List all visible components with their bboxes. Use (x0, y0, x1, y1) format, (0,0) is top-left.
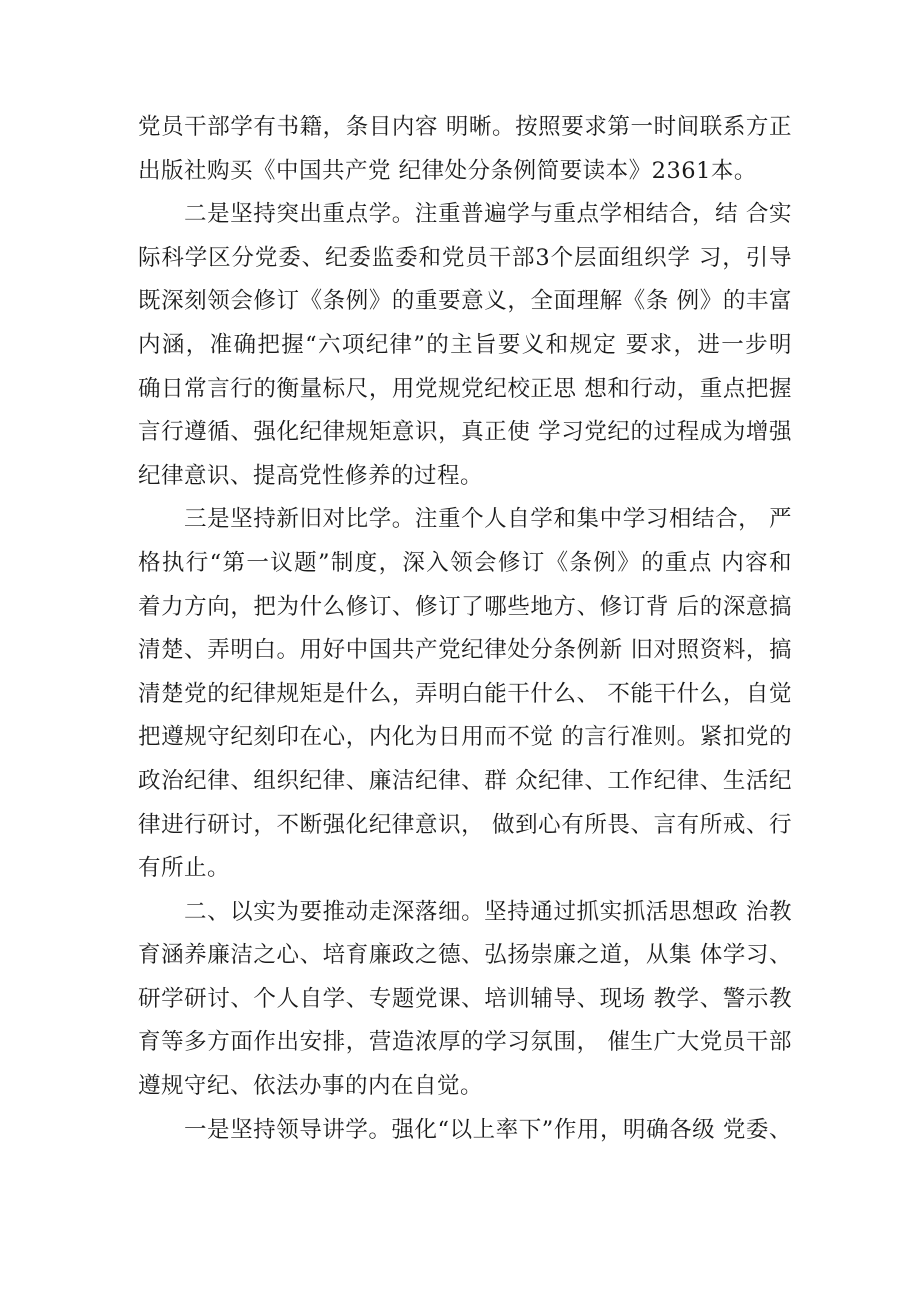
text-line: 着力方向，把为什么修订、修订了哪些地方、修订背 后的深意搞 (138, 593, 792, 620)
text-line: 确日常言行的衡量标尺，用党规党纪校正思 想和行动，重点把握 (138, 375, 792, 402)
text-line: 一是坚持领导讲学。强化“以上率下”作用，明确各级 党委、 (184, 1116, 792, 1143)
document-body (138, 106, 792, 1152)
paragraph-4 (138, 891, 792, 1109)
text-line: 二、以实为要推动走深落细。坚持通过抓实抓活思想政 治教 (184, 898, 792, 925)
text-line: 育涵养廉洁之心、培育廉政之德、弘扬崇廉之道，从集 体学习、 (138, 942, 792, 969)
paragraph-2 (138, 193, 792, 498)
text-line: 言行遵循、强化纪律规矩意识，真正使 学习党纪的过程成为增强 (138, 419, 792, 446)
text-line: 三是坚持新旧对比学。注重个人自学和集中学习相结合， 严 (184, 506, 792, 533)
text-line: 研学研讨、个人自学、专题党课、培训辅导、现场 教学、警示教 (138, 985, 792, 1012)
text-line: 二是坚持突出重点学。注重普遍学与重点学相结合，结 合实 (184, 201, 792, 228)
text-line: 际科学区分党委、纪委监委和党员干部3个层面组织学 习，引导 (138, 244, 792, 271)
text-line: 把遵规守纪刻印在心，内化为日用而不觉 的言行准则。紧扣党的 (138, 724, 792, 751)
text-line: 格执行“第一议题”制度，深入领会修订《条例》的重点 内容和 (138, 549, 792, 576)
paragraph-1 (138, 106, 792, 193)
text-line: 遵规守纪、依法办事的内在自觉。 (138, 1073, 484, 1100)
text-line: 出版社购买《中国共产党 纪律处分条例简要读本》2361本。 (138, 157, 757, 184)
text-line: 育等多方面作出安排，营造浓厚的学习氛围， 催生广大党员干部 (138, 1029, 792, 1056)
text-line: 既深刻领会修订《条例》的重要意义，全面理解《条 例》的丰富 (138, 288, 792, 315)
text-line: 党员干部学有书籍，条目内容 明晰。按照要求第一时间联系方正 (138, 114, 792, 140)
text-line: 有所止。 (138, 855, 231, 882)
text-line: 律进行研讨，不断强化纪律意识， 做到心有所畏、言有所戒、行 (138, 811, 792, 838)
text-line: 内涵，准确把握“六项纪律”的主旨要义和规定 要求，进一步明 (138, 331, 792, 358)
text-line: 清楚党的纪律规矩是什么，弄明白能干什么、 不能干什么，自觉 (138, 680, 792, 707)
text-line: 纪律意识、提高党性修养的过程。 (138, 462, 484, 489)
text-line: 清楚、弄明白。用好中国共产党纪律处分条例新 旧对照资料，搞 (138, 637, 792, 664)
paragraph-5 (138, 1109, 792, 1153)
text-line: 政治纪律、组织纪律、廉洁纪律、群 众纪律、工作纪律、生活纪 (138, 767, 792, 794)
paragraph-3 (138, 498, 792, 890)
